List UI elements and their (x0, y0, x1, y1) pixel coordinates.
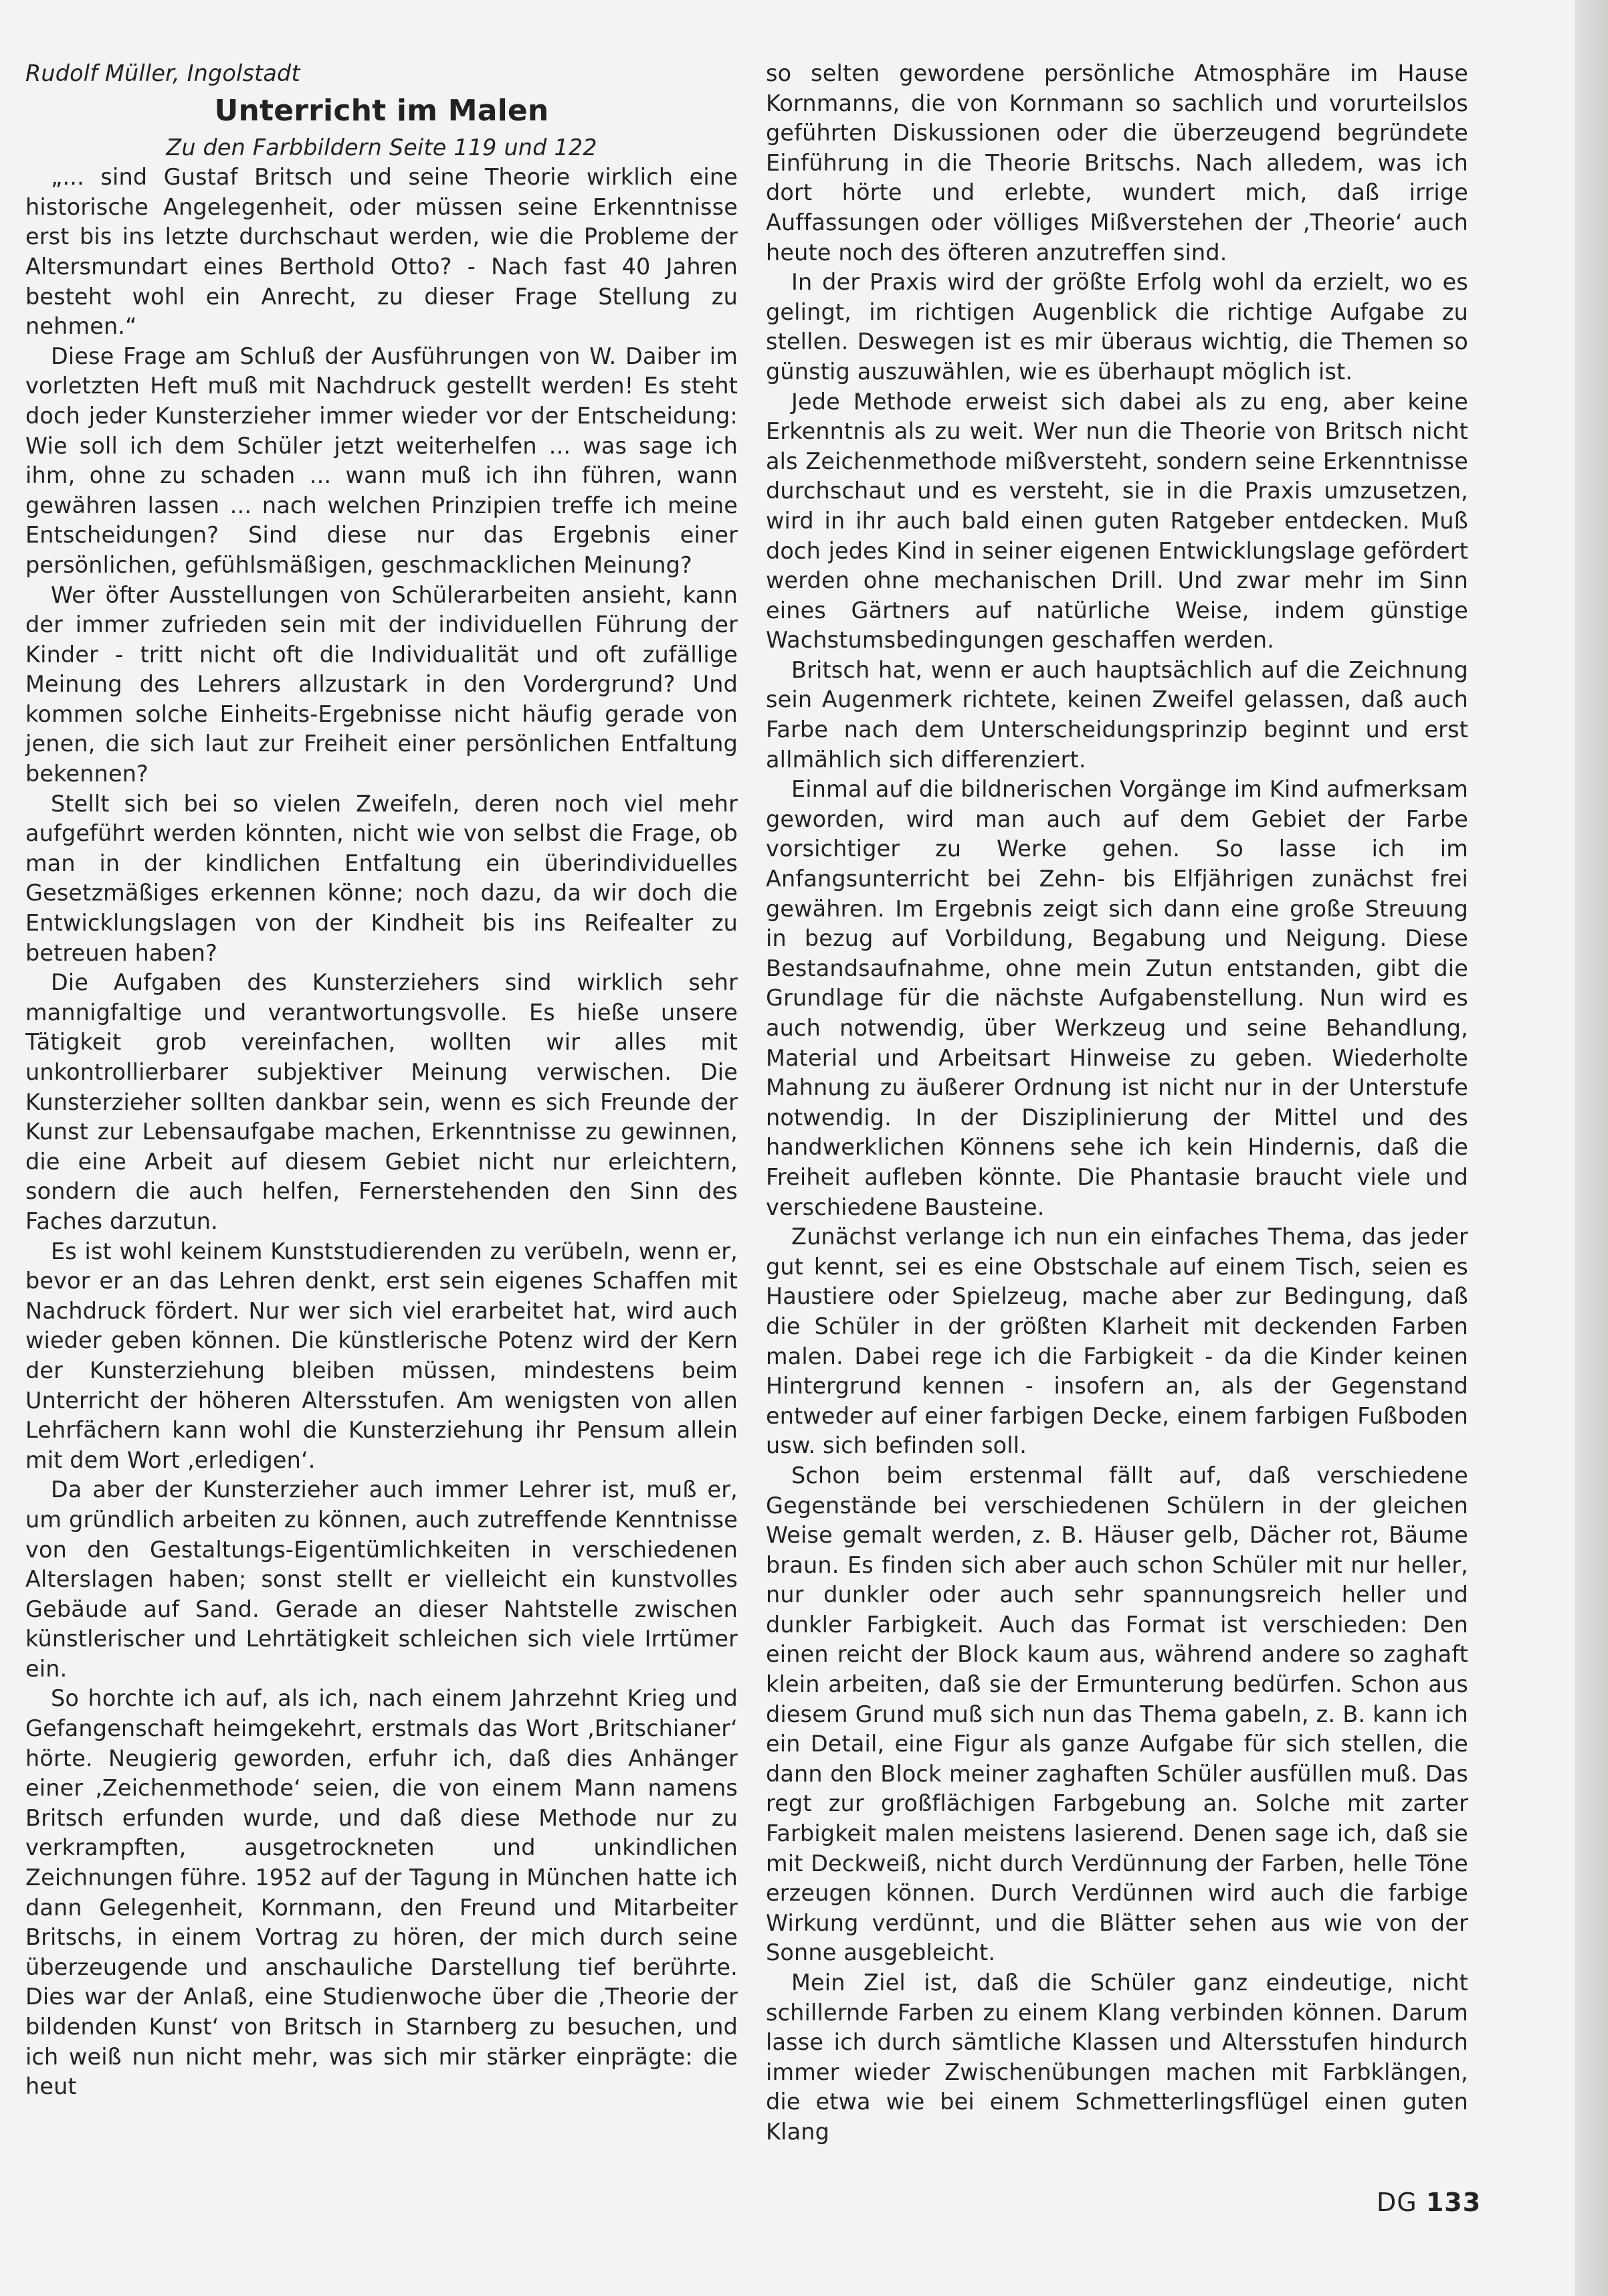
article-subtitle: Zu den Farbbildern Seite 119 und 122 (166, 134, 597, 161)
left-column (25, 59, 738, 2102)
journal-abbreviation: DG (1377, 2188, 1417, 2217)
paragraph: „... sind Gustaf Britsch und seine Theorie wirklich eine historische Angelegenheit, oder müssen seine Erkenntnisse erst bis ins letzte durchschaut werden, wie die Probleme der Altersmundart eines Berthold Otto? - Nach fast 40 Jahren besteht wohl ein Anrecht, zu dieser Frage Stellung zu nehmen.“ (25, 164, 738, 340)
paragraph: In der Praxis wird der größte Erfolg wohl da erzielt, wo es gelingt, im richtigen Augenblick die richtige Aufgabe zu stellen. Deswegen ist es mir überaus wichtig, die Themen so günstig auszuwählen, wie es überhaupt möglich ist. (766, 269, 1468, 385)
paragraph: Da aber der Kunsterzieher auch immer Lehrer ist, muß er, um gründlich arbeiten zu können, auch zutreffende Kenntnisse von den Gestaltungs-Eigentümlichkeiten in verschiedenen Alterslagen haben; sonst stellt er vielleicht ein kunstvolles Gebäude auf Sand. Gerade an dieser Nahtstelle zwischen künstlerischer und Lehrtätigkeit schleichen sich viele Irrtümer ein. (25, 1476, 738, 1682)
paragraph: Zunächst verlange ich nun ein einfaches Thema, das jeder gut kennt, sei es eine Obstschale auf einem Tisch, seien es Haustiere oder Spielzeug, mache aber zur Bedingung, daß die Schüler in der größten Klarheit mit deckenden Farben malen. Dabei rege ich die Farbigkeit - da die Kinder keinen Hintergrund kennen - insofern an, als der Gegenstand entweder auf einer farbigen Decke, einem farbigen Fußboden usw. sich befinden soll. (766, 1224, 1468, 1459)
author-line: Rudolf Müller, Ingolstadt (25, 60, 300, 86)
article-title: Unterricht im Malen (214, 93, 549, 128)
paragraph: Wer öfter Ausstellungen von Schülerarbeiten ansieht, kann der immer zufrieden sein mit der individuellen Führung der Kinder - tritt nicht oft die Individualität und oft zufällige Meinung des Lehrers allzustark in den Vordergrund? Und kommen solche Einheits-Ergebnisse nicht häufig gerade von jenen, die sich laut zur Freiheit einer persönlichen Entfaltung bekennen? (25, 581, 738, 787)
page-edge (1575, 0, 1608, 2296)
paragraph: So horchte ich auf, als ich, nach einem Jahrzehnt Krieg und Gefangenschaft heimgekehrt, erstmals das Wort ‚Britschianer‘ hörte. Neugierig geworden, erfuhr ich, daß dies Anhänger einer ‚Zeichenmethode‘ seien, die von einem Mann namens Britsch erfunden wurde, und daß diese Methode nur zu verkrampften, ausgetrockneten und unkindlichen Zeichnungen führe. 1952 auf der Tagung in München hatte ich dann Gelegenheit, Kornmann, den Freund und Mitarbeiter Britschs, in einem Vortrag zu hören, der mich durch seine überzeugende und anschauliche Darstellung tief berührte. Dies war der Anlaß, eine Studienwoche über die ‚Theorie der bildenden Kunst‘ von Britsch in Starnberg zu besuchen, und ich weiß nun nicht mehr, was sich mir stärker einprägte: die heut (25, 1685, 738, 2100)
right-column (766, 59, 1468, 2147)
paragraph: Schon beim erstenmal fällt auf, daß verschiedene Gegenstände bei verschiedenen Schülern in der gleichen Weise gemalt werden, z. B. Häuser gelb, Dächer rot, Bäume braun. Es finden sich aber auch schon Schüler mit nur heller, nur dunkler oder auch sehr spannungsreich heller und dunkler Farbigkeit. Auch das Format ist verschieden: Den einen reicht der Block kaum aus, während andere so zaghaft klein arbeiten, daß sie der Ermunterung bedürfen. Schon aus diesem Grund muß sich nun das Thema gabeln, z. B. kann ich ein Detail, eine Figur als ganze Aufgabe für sich stellen, die dann den Block meiner zaghaften Schüler ausfüllen muß. Das regt zur großflächigen Farbgebung an. Solche mit zarter Farbigkeit malen meistens lasierend. Denen sage ich, daß sie mit Deckweiß, nicht durch Verdünnung der Farben, helle Töne erzeugen können. Durch Verdünnen wird auch die farbige Wirkung verdünnt, und die Blätter sehen aus wie von der Sonne ausgebleicht. (766, 1462, 1468, 1966)
paragraph: Es ist wohl keinem Kunststudierenden zu verübeln, wenn er, bevor er an das Lehren denkt, erst sein eigenes Schaffen mit Nachdruck fördert. Nur wer sich viel erarbeitet hat, wird auch wieder geben können. Die künstlerische Potenz wird der Kern der Kunsterziehung bleiben müssen, mindestens beim Unterricht der höheren Altersstufen. Am wenigsten von allen Lehrfächern kann wohl die Kunsterziehung ihr Pensum allein mit dem Wort ‚erledigen‘. (25, 1238, 738, 1473)
page-footer (1377, 2188, 1481, 2217)
paragraph: Die Aufgaben des Kunsterziehers sind wirklich sehr mannigfaltige und verantwortungsvolle. Es hieße unsere Tätigkeit grob vereinfachen, wollten wir alles mit unkontrollierbarer subjektiver Meinung verwischen. Die Kunsterzieher sollten dankbar sein, wenn es sich Freunde der Kunst zur Lebensaufgabe machen, Erkenntnisse zu gewinnen, die eine Arbeit auf diesem Gebiet nicht nur erleichtern, sondern die auch helfen, Fernerstehenden den Sinn des Faches darzutun. (25, 969, 738, 1234)
paragraph: Stellt sich bei so vielen Zweifeln, deren noch viel mehr aufgeführt werden könnten, nicht wie von selbst die Frage, ob man in der kindlichen Entfaltung ein überindividuelles Gesetzmäßiges erkennen könne; noch dazu, da wir doch die Entwicklungslagen von der Kindheit bis ins Reifealter zu betreuen haben? (25, 790, 738, 966)
paragraph: so selten gewordene persönliche Atmosphäre im Hause Kornmanns, die von Kornmann so sachlich und vorurteilslos geführten Diskussionen oder die überzeugend begründete Einführung in die Theorie Britschs. Nach alledem, was ich dort hörte und erlebte, wundert mich, daß irrige Auffassungen oder völliges Mißverstehen der ‚Theorie‘ auch heute noch des öfteren anzutreffen sind. (766, 60, 1468, 266)
paragraph: Jede Methode erweist sich dabei als zu eng, aber keine Erkenntnis als zu weit. Wer nun die Theorie von Britsch nicht als Zeichenmethode mißversteht, sondern seine Erkenntnisse durchschaut und es versteht, sie in die Praxis umzusetzen, wird in ihr auch bald einen guten Ratgeber entdecken. Muß doch jedes Kind in seiner eigenen Entwicklungslage gefördert werden ohne mechanischen Drill. Und zwar mehr im Sinn eines Gärtners auf natürliche Weise, indem günstige Wachstumsbedingungen geschaffen werden. (766, 388, 1468, 654)
paragraph: Britsch hat, wenn er auch hauptsächlich auf die Zeichnung sein Augenmerk richtete, keinen Zweifel gelassen, daß auch Farbe nach dem Unterscheidungsprinzip beginnt und erst allmählich sich differenziert. (766, 656, 1468, 773)
paragraph: Diese Frage am Schluß der Ausführungen von W. Daiber im vorletzten Heft muß mit Nachdruck gestellt werden! Es steht doch jeder Kunsterzieher immer wieder vor der Entscheidung: Wie soll ich dem Schüler jetzt weiterhelfen ... was sage ich ihm, ohne zu schaden ... wann muß ich ihn führen, wann gewähren lassen ... nach welchen Prinzipien treffe ich meine Entscheidungen? Sind diese nur das Ergebnis einer persönlichen, gefühlsmäßigen, geschmacklichen Meinung? (25, 343, 738, 578)
page-number: 133 (1425, 2188, 1482, 2217)
paragraph: Einmal auf die bildnerischen Vorgänge im Kind aufmerksam geworden, wird man auch auf dem Gebiet der Farbe vorsichtiger zu Werke gehen. So lasse ich im Anfangsunterricht bei Zehn- bis Elfjährigen zunächst frei gewähren. Im Ergebnis zeigt sich dann eine große Streuung in bezug auf Vorbildung, Begabung und Neigung. Diese Bestandsaufnahme, ohne mein Zutun entstanden, gibt die Grundlage für die nächste Aufgabenstellung. Nun wird es auch notwendig, über Werkzeug und seine Behandlung, Material und Arbeitsart Hinweise zu geben. Wiederholte Mahnung zu äußerer Ordnung ist nicht nur in der Unterstufe notwendig. In der Disziplinierung der Mittel und des handwerklichen Könnens sehe ich kein Hindernis, daß die Freiheit aufleben könnte. Die Phantasie braucht viele und verschiedene Bausteine. (766, 776, 1468, 1220)
paragraph: Mein Ziel ist, daß die Schüler ganz eindeutige, nicht schillernde Farben zu einem Klang verbinden können. Darum lasse ich durch sämtliche Klassen und Altersstufen hindurch immer wieder Zwischenübungen machen mit Farbklängen, die etwa wie bei einem Schmetterlingsflügel einen guten Klang (766, 1970, 1468, 2145)
